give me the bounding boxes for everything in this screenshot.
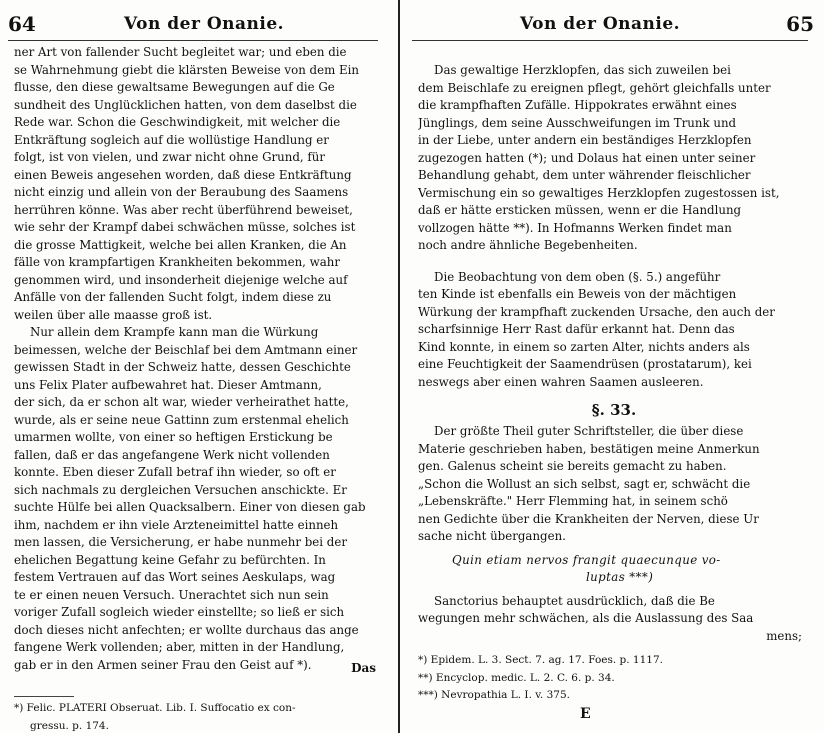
text-line: nicht einzig und allein von der Beraubung des Saamens bbox=[14, 185, 349, 199]
text-line: beimessen, welche der Beischlaf bei dem Amtmann einer bbox=[14, 342, 358, 357]
text-line: wegungen mehr schwächen, als die Auslassung des Saa bbox=[418, 611, 754, 625]
text-line: Das gewaltige Herzklopfen, das sich zuweilen bei bbox=[434, 63, 731, 77]
right-head-rule bbox=[412, 40, 808, 41]
text-line: genommen wird, und insonderheit diejenige welche auf bbox=[14, 272, 348, 287]
text-line: Entkräftung sogleich auf die wollüstige Handlung er bbox=[14, 132, 329, 147]
text-line: sache nicht übergangen. bbox=[418, 529, 566, 543]
text-line: scharfsinnige Herr Rast dafür erkannt hat. Denn das bbox=[418, 322, 735, 336]
footnote-rule bbox=[14, 696, 74, 697]
left-page bbox=[0, 0, 396, 733]
text-line: Behandlung gehabt, dem unter währender fleischlicher bbox=[418, 168, 751, 182]
latin-quote-line: luptas ***) bbox=[586, 570, 654, 584]
text-line: voriger Zufall sogleich wieder einstellte; so ließ er sich bbox=[14, 605, 345, 619]
text-line: doch dieses nicht anfechten; er wollte durchaus das ange bbox=[14, 622, 359, 637]
text-line: fangene Werk vollenden; aber, mitten in der Handlung, bbox=[14, 640, 345, 654]
text-line: weilen über alle maasse groß ist. bbox=[14, 307, 213, 322]
text-line: herrühren könne. Was aber recht überführend beweiset, bbox=[14, 202, 353, 217]
text-line: gab er in den Armen seiner Frau den Geist auf *). bbox=[14, 657, 312, 672]
catchword: Das bbox=[351, 661, 376, 675]
text-line: Rede war. Schon die Geschwindigkeit, mit welcher die bbox=[14, 115, 341, 129]
text-line: flusse, den diese gewaltsame Bewegungen auf die Ge bbox=[14, 80, 335, 94]
text-line: eine Feuchtigkeit der Saamendrüsen (prostatarum), kei bbox=[418, 357, 752, 371]
right-running-title: Von der Onanie. bbox=[520, 14, 681, 34]
text-line: zugezogen hatten (*); und Dolaus hat einen unter seiner bbox=[418, 150, 756, 165]
text-line: gen. Galenus scheint sie bereits gemacht zu haben. bbox=[418, 459, 727, 473]
text-line: uns Felix Plater aufbewahret hat. Dieser Amtmann, bbox=[14, 377, 322, 392]
text-line: Kind konnte, in einem so zarten Alter, nichts anders als bbox=[418, 339, 750, 354]
text-line: suchte Hülfe bei allen Quacksalbern. Einer von diesen gab bbox=[14, 500, 366, 514]
text-line: daß er hätte ersticken müssen, wenn er die Handlung bbox=[418, 203, 742, 217]
text-line: vollzogen hätte **). In Hofmanns Werken findet man bbox=[418, 220, 732, 235]
footnote-line: ***) Nevropathia L. I. v. 375. bbox=[418, 689, 570, 701]
text-line: der sich, da er schon alt war, wieder verheirathet hatte, bbox=[14, 395, 349, 409]
text-line: ten Kinde ist ebenfalls ein Beweis von der mächtigen bbox=[418, 287, 737, 301]
text-line: neswegs aber einen wahren Saamen ausleeren. bbox=[418, 374, 704, 389]
text-line: men lassen, die Versicherung, er habe nunmehr bei der bbox=[14, 535, 347, 549]
text-line: Vermischung ein so gewaltiges Herzklopfen zugestossen ist, bbox=[418, 185, 780, 200]
text-line: Der größte Theil guter Schriftsteller, die über diese bbox=[434, 424, 744, 438]
text-line: mens; bbox=[766, 628, 802, 643]
text-line: noch andre ähnliche Begebenheiten. bbox=[418, 238, 638, 252]
footnote-line: **) Encyclop. medic. L. 2. C. 6. p. 34. bbox=[418, 671, 615, 684]
text-line: sich nachmals zu dergleichen Versuchen anschickte. Er bbox=[14, 482, 347, 497]
text-line: Nur allein dem Krampfe kann man die Würkung bbox=[30, 325, 319, 339]
footnote-line: gressu. p. 174. bbox=[30, 719, 109, 732]
footnote-line: *) Epidem. L. 3. Sect. 7. ag. 17. Foes. p. 1117. bbox=[418, 654, 663, 666]
left-head-rule bbox=[8, 40, 378, 41]
text-line: wie sehr der Krampf dabei schwächen müsse, solches ist bbox=[14, 220, 356, 234]
left-running-head bbox=[0, 8, 396, 38]
text-line: Sanctorius behauptet ausdrücklich, daß die Be bbox=[434, 593, 715, 608]
text-line: Jünglings, dem seine Ausschweifungen im Trunk und bbox=[418, 115, 737, 130]
text-line: ner Art von fallender Sucht begleitet war; und eben die bbox=[14, 45, 347, 59]
text-line: dem Beischlafe zu ereignen pflegt, gehört gleichfalls unter bbox=[418, 80, 771, 95]
text-line: ihm, nachdem er ihn viele Arzteneimittel hatte einneh bbox=[14, 517, 339, 532]
text-line: fälle von krampfartigen Krankheiten bekommen, wahr bbox=[14, 255, 341, 269]
signature-mark: E bbox=[580, 706, 591, 722]
section-heading: §. 33. bbox=[591, 401, 637, 419]
text-line: nen Gedichte über die Krankheiten der Nerven, diese Ur bbox=[418, 511, 759, 526]
text-line: fallen, daß er das angefangene Werk nicht vollenden bbox=[14, 447, 330, 462]
left-body-text bbox=[14, 44, 376, 733]
text-line: umarmen wollte, von einer so heftigen Erstickung be bbox=[14, 430, 333, 444]
footnote-line: *) Felic. PLATERI Obseruat. Lib. I. Suffocatio ex con- bbox=[14, 702, 296, 714]
text-line: folgt, ist von vielen, und zwar nicht ohne Grund, für bbox=[14, 150, 325, 164]
text-line: wurde, als er seine neue Gattinn zum erstenmal ehelich bbox=[14, 412, 349, 427]
text-line: festem Vertrauen auf das Wort seines Aeskulaps, wag bbox=[14, 570, 336, 584]
text-line: einen Beweis angesehen worden, daß diese Entkräftung bbox=[14, 167, 352, 182]
text-line: „Lebenskräfte." Herr Flemming hat, in seinem schö bbox=[418, 494, 728, 508]
text-line: konnte. Eben dieser Zufall betraf ihn wieder, so oft er bbox=[14, 465, 336, 479]
text-line: Würkung der krampfhaft zuckenden Ursache, den auch der bbox=[418, 304, 775, 319]
text-line: die grosse Mattigkeit, welche bei allen Kranken, die An bbox=[14, 237, 347, 252]
latin-quote-line: Quin etiam nervos frangit quaecunque vo- bbox=[452, 552, 721, 567]
text-line: se Wahrnehmung giebt die klärsten Beweise von dem Ein bbox=[14, 62, 359, 77]
text-line: die krampfhaften Zufälle. Hippokrates erwähnt eines bbox=[418, 98, 737, 112]
text-line: sundheit des Unglücklichen hatten, von dem daselbst die bbox=[14, 97, 357, 112]
text-line: ehelichen Begattung keine Gefahr zu befürchten. In bbox=[14, 552, 326, 567]
book-gutter bbox=[398, 0, 400, 733]
text-line: Die Beobachtung von dem oben (§. 5.) angeführ bbox=[434, 269, 721, 284]
right-page bbox=[402, 0, 824, 733]
text-line: te er einen neuen Versuch. Unerachtet sich nun sein bbox=[14, 587, 329, 602]
text-line: gewissen Stadt in der Schweiz hatte, dessen Geschichte bbox=[14, 360, 351, 374]
right-page-number: 65 bbox=[786, 12, 814, 36]
right-body-text bbox=[418, 62, 810, 706]
left-running-title: Von der Onanie. bbox=[124, 14, 285, 34]
text-line: „Schon die Wollust an sich selbst, sagt er, schwächt die bbox=[418, 476, 751, 491]
right-running-head bbox=[402, 8, 824, 38]
text-line: Anfälle von der fallenden Sucht folgt, indem diese zu bbox=[14, 290, 332, 304]
text-line: in der Liebe, unter andern ein beständiges Herzklopfen bbox=[418, 133, 752, 147]
text-line: Materie geschrieben haben, bestätigen meine Anmerkun bbox=[418, 441, 760, 456]
left-page-number: 64 bbox=[8, 12, 36, 36]
